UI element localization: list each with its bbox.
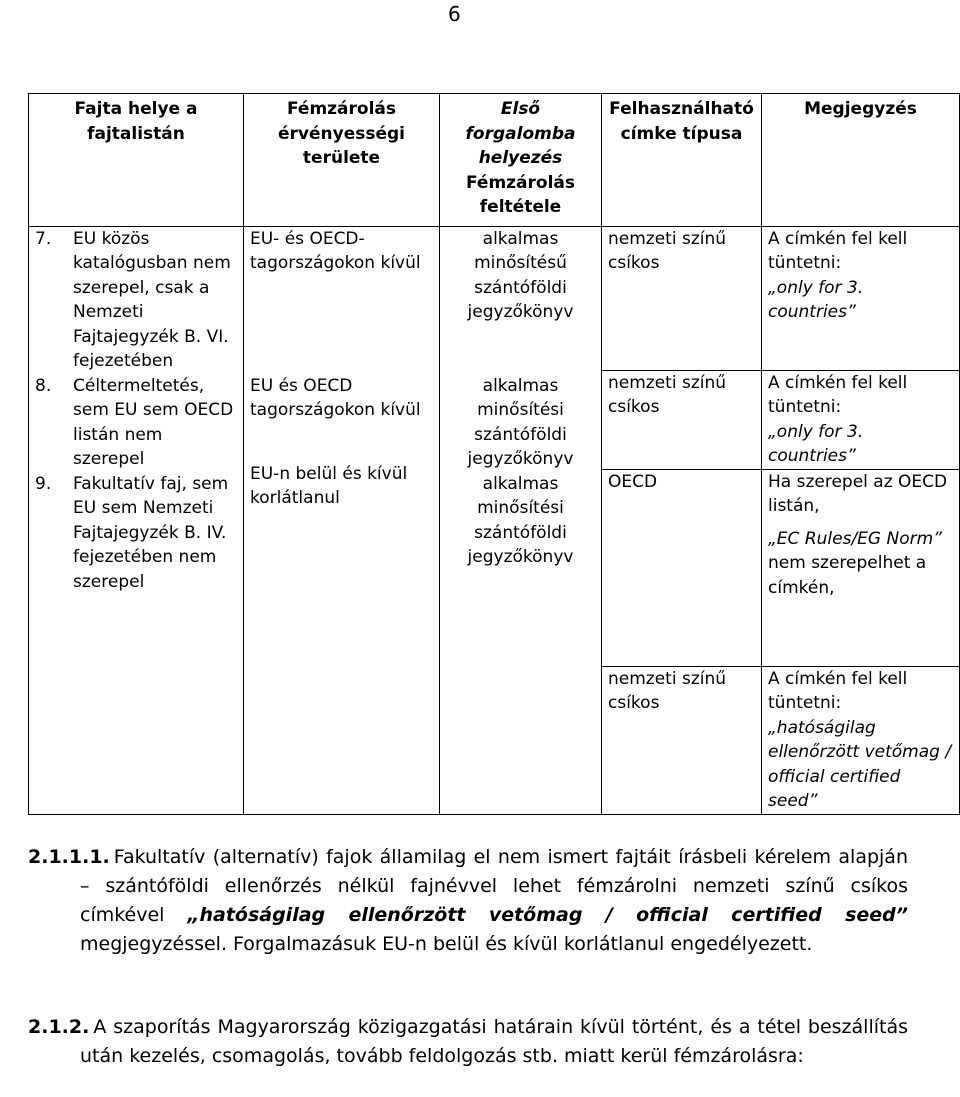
megjegyzes-cell: Ha szerepel az OECD listán, „EC Rules/EG Norm” nem szerepelhet a címkén, — [762, 469, 960, 666]
list-item: 8. Céltermeltetés, sem EU sem OECD listán nem szerepel — [35, 375, 234, 469]
terulet-item: EU-n belül és kívül korlátlanul — [250, 463, 408, 508]
header-megjegyzes: Megjegyzés — [762, 94, 960, 227]
section-number: 2.1.1.1. — [28, 846, 110, 868]
fajta-helye-cell — [29, 226, 244, 814]
list-item: 9. Fakultatív faj, sem EU sem Nemzeti Fajtajegyzék B. IV. fejezetében nem szerepel — [35, 473, 229, 592]
megjegyzes-cell: A címkén fel kell tüntetni: „only for 3. countries” — [762, 226, 960, 370]
paragraph-2-1-1-1: 2.1.1.1. Fakultatív (alternatív) fajok államilag el nem ismert fajtáit írásbeli kérelem alapján – szántóföldi ellenőrzés nélkül fajnévvel lehet fémzárolni nemzeti színű csíkos címkével „hatóságilag ellenőrzött vetőmag / official certified seed” megjegyzéssel. Forgalmazásuk EU-n belül és kívül korlátlanul engedélyezett. — [28, 846, 908, 955]
cimke-cell — [602, 469, 762, 666]
terulet-item: EU- és OECD-tagországokon kívül — [250, 228, 421, 273]
cimke-cell — [602, 370, 762, 469]
cimke-cell — [602, 226, 762, 370]
list-item: 7. EU közös katalógusban nem szerepel, csak a Nemzeti Fajtajegyzék B. VI. fejezetében — [35, 228, 231, 371]
table-header-row — [29, 94, 960, 227]
header-forgalomba-helyezes: Első forgalomba helyezés Fémzárolás feltétele — [440, 94, 602, 227]
page-number: 6 — [448, 2, 461, 26]
cimke-value: nemzeti színű csíkos — [608, 228, 727, 273]
megjegyzes-cell: A címkén fel kell tüntetni: „hatóságilag ellenőrzött vetőmag / official certified seed” — [762, 666, 960, 814]
megjegyzes-cell: A címkén fel kell tüntetni: „only for 3. countries” — [762, 370, 960, 469]
section-number: 2.1.2. — [28, 1016, 90, 1038]
cimke-value: OECD — [608, 471, 658, 492]
feltetel-item: alkalmas minősítési szántóföldi jegyzőkönyv — [467, 375, 574, 469]
table-row — [29, 226, 960, 370]
terulet-cell — [244, 226, 440, 814]
feltetel-item: alkalmas minősítésű szántóföldi jegyzőkönyv — [467, 228, 574, 322]
certification-table — [28, 93, 960, 815]
cimke-cell — [602, 666, 762, 814]
header-fajta-helye: Fajta helye a fajtalistán — [29, 94, 244, 227]
terulet-item: EU és OECD tagországokon kívül — [250, 375, 421, 420]
feltetel-cell — [440, 226, 602, 814]
header-ervenyessegi-terulet: Fémzárolás érvényességi területe — [244, 94, 440, 227]
header-cimke-tipusa: Felhasználható címke típusa — [602, 94, 762, 227]
cimke-value: nemzeti színű csíkos — [608, 668, 727, 713]
paragraph-2-1-2: 2.1.2. A szaporítás Magyarország közigazgatási határain kívül történt, és a tétel beszállítás után kezelés, csomagolás, tovább feldolgozás stb. miatt kerül fémzárolásra: — [28, 1016, 908, 1067]
cimke-value: nemzeti színű csíkos — [608, 372, 727, 417]
feltetel-item: alkalmas minősítési szántóföldi jegyzőkönyv — [467, 473, 574, 567]
